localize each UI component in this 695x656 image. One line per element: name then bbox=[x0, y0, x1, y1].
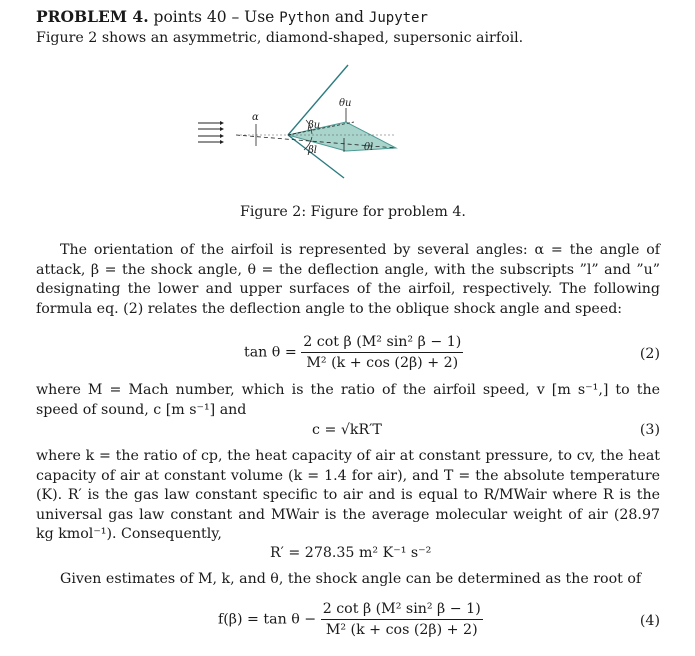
theta-u-label: θu bbox=[339, 98, 352, 109]
python-keyword: Python bbox=[279, 10, 330, 26]
problem-header bbox=[36, 7, 660, 48]
equation-3 bbox=[36, 422, 660, 444]
eq2-numerator: 2 cot β (M² sin² β − 1) bbox=[301, 334, 463, 353]
paragraph-mach: where M = Mach number, which is the ratio of the airfoil speed, v [m s⁻¹,] to the speed of sound, c [m s⁻¹] and bbox=[36, 382, 660, 418]
problem-label: PROBLEM 4. bbox=[36, 7, 149, 26]
eq3-number: (3) bbox=[639, 422, 660, 438]
beta-l-label: βl bbox=[308, 145, 317, 156]
jupyter-keyword: Jupyter bbox=[368, 10, 428, 26]
points-text: points 40 – Use bbox=[153, 8, 275, 26]
eq4-fraction bbox=[321, 601, 483, 638]
beta-u-label: βu bbox=[308, 120, 321, 131]
airfoil-figure bbox=[196, 58, 406, 180]
flow-arrows bbox=[198, 123, 220, 142]
eq2-denominator: M² (k + cos (2β) + 2) bbox=[306, 355, 459, 371]
and-text: and bbox=[334, 8, 364, 26]
alpha-label: α bbox=[252, 112, 259, 123]
intro-sentence: Figure 2 shows an asymmetric, diamond-shaped, supersonic airfoil. bbox=[36, 30, 524, 46]
paragraph-heat-capacity: where k = the ratio of cp, the heat capacity of air at constant pressure, to cv, the heat capacity of air at constant volume (k = 1.4 for air), and T = the absolute temperature (K). R′ is the gas law constant specific to air and is equal to R/MWair where R is the universal gas law constant and MWair is the average molecular weight of air (28.97 kg kmol⁻¹). Consequently, bbox=[36, 448, 660, 543]
eq4-lhs: f(β) = tan θ − bbox=[218, 611, 317, 628]
airfoil-diagram bbox=[196, 58, 406, 180]
theta-l-label: θl bbox=[364, 142, 374, 153]
paragraph-angles: The orientation of the airfoil is represented by several angles: α = the angle of attack, β = the shock angle, θ = the deflection angle, with the subscripts ”l” and ”u” designating the lower and upper surfaces of the airfoil, respectively. The following formula eq. (2) relates the deflection angle to the oblique shock angle and speed: bbox=[36, 242, 660, 317]
r-prime-value: R′ = 278.35 m² K⁻¹ s⁻² bbox=[270, 545, 432, 561]
problem-heading bbox=[36, 7, 660, 28]
equation-2 bbox=[36, 334, 660, 374]
paragraph-root: Given estimates of M, k, and θ, the shock angle can be determined as the root of bbox=[60, 571, 642, 587]
eq4-denominator: M² (k + cos (2β) + 2) bbox=[325, 622, 478, 638]
eq3-expression: c = √kR′T bbox=[312, 422, 382, 438]
eq2-number: (2) bbox=[639, 346, 660, 362]
equation-4 bbox=[36, 601, 660, 641]
eq4-numerator: 2 cot β (M² sin² β − 1) bbox=[321, 601, 483, 620]
eq2-lhs: tan θ = bbox=[244, 344, 297, 361]
figure-caption: Figure 2: Figure for problem 4. bbox=[240, 204, 466, 220]
eq2-fraction bbox=[301, 334, 463, 371]
eq4-number: (4) bbox=[639, 613, 660, 629]
